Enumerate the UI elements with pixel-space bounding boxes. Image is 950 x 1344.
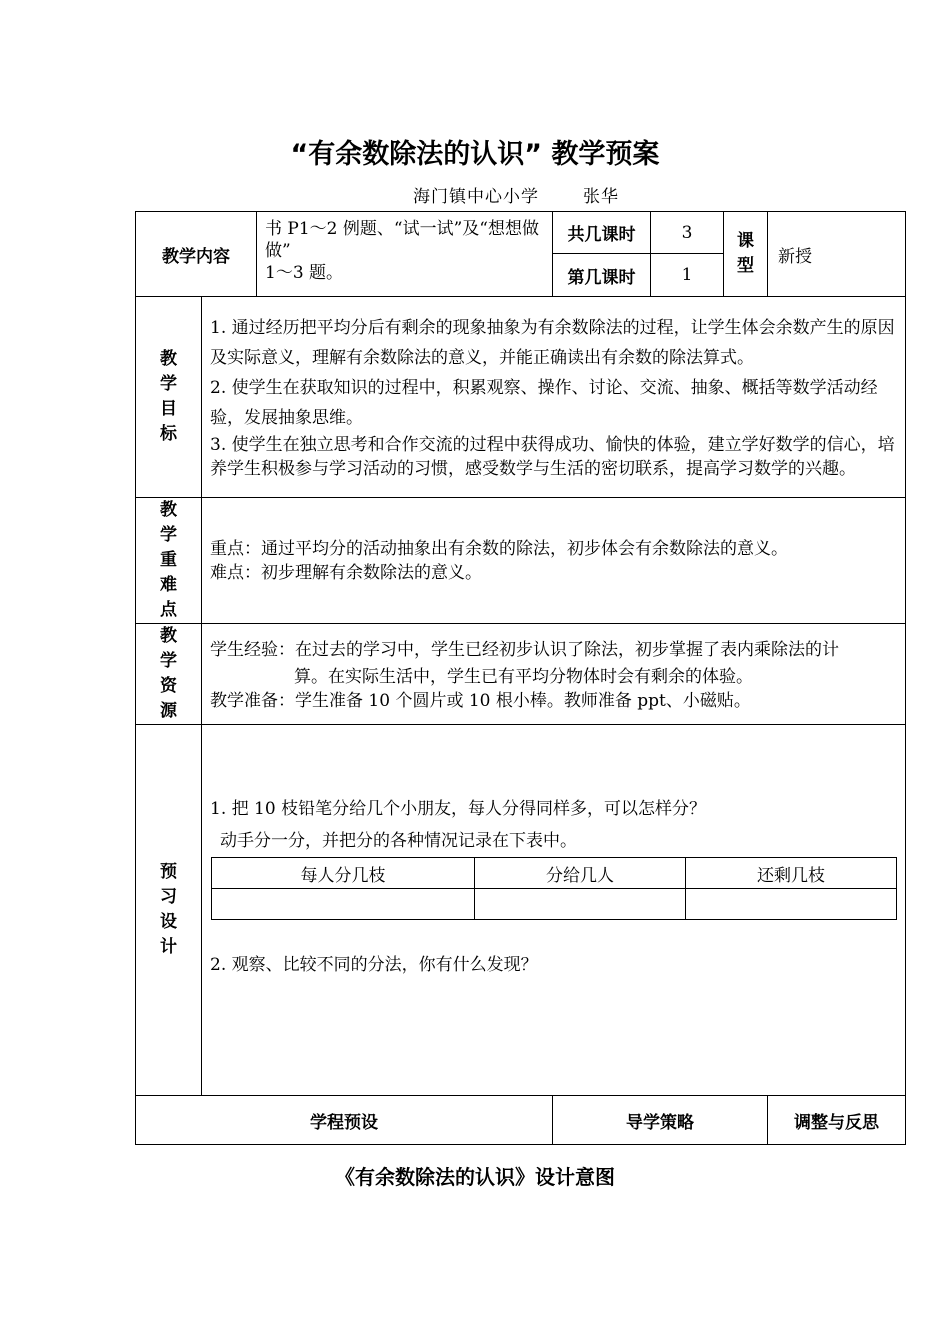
record-header: 分给几人 bbox=[474, 858, 685, 889]
key-points-content bbox=[202, 498, 906, 624]
goals-label: 教 学 目 标 bbox=[136, 297, 202, 498]
author-line bbox=[413, 182, 619, 207]
type-label bbox=[724, 212, 768, 297]
student-experience: 学生经验：在过去的学习中，学生已经初步认识了除法，初步掌握了表内乘除法的计 bbox=[210, 640, 839, 660]
design-intent-title: 《有余数除法的认识》设计意图 bbox=[335, 1165, 615, 1189]
resources-label: 教 学 资 源 bbox=[136, 624, 202, 725]
type-label-1: 课 bbox=[737, 231, 754, 251]
content-label: 教学内容 bbox=[136, 212, 257, 297]
preview-label: 预 习 设 计 bbox=[136, 725, 202, 1096]
record-table bbox=[211, 857, 897, 920]
record-cell bbox=[685, 889, 896, 920]
content-line-2: 1～3 题。 bbox=[265, 263, 344, 283]
type-value: 新授 bbox=[768, 212, 906, 297]
key-point: 重点：通过平均分的活动抽象出有余数的除法，初步体会有余数除法的意义。 bbox=[210, 538, 788, 559]
record-header: 每人分几枝 bbox=[212, 858, 475, 889]
teaching-preparation: 教学准备：学生准备 10 个圆片或 10 根小棒。教师准备 ppt、小磁贴。 bbox=[210, 691, 751, 711]
lesson-plan-table bbox=[135, 211, 906, 1145]
footer-col-process: 学程预设 bbox=[136, 1096, 553, 1145]
type-label-2: 型 bbox=[737, 256, 754, 276]
preview-instruction: 动手分一分，并把分的各种情况记录在下表中。 bbox=[220, 831, 577, 851]
page-title: “有余数除法的认识” 教学预案 bbox=[290, 139, 660, 170]
record-cell bbox=[474, 889, 685, 920]
resources-content bbox=[202, 624, 906, 725]
goals-content bbox=[202, 297, 906, 498]
key-points-label: 教 学 重 难 点 bbox=[136, 498, 202, 624]
footer-col-strategy: 导学策略 bbox=[553, 1096, 768, 1145]
school-name: 海门镇中心小学 bbox=[413, 187, 539, 207]
content-line-1: 书 P1～2 例题、“试一试”及“想想做做” bbox=[265, 219, 539, 261]
total-hours-value: 3 bbox=[651, 212, 724, 254]
record-cell bbox=[212, 889, 475, 920]
lesson-no-label: 第几课时 bbox=[553, 254, 651, 297]
footer-col-reflection: 调整与反思 bbox=[768, 1096, 906, 1145]
author-name: 张华 bbox=[583, 187, 619, 207]
student-experience-cont: 算。在实际生活中，学生已有平均分物体时会有剩余的体验。 bbox=[294, 667, 753, 687]
difficult-point: 难点：初步理解有余数除法的意义。 bbox=[210, 562, 482, 583]
goal-item: 1. 通过经历把平均分后有剩余的现象抽象为有余数除法的过程，让学生体会余数产生的原因及实际意义，理解有余数除法的意义，并能正确读出有余数的除法算式。 bbox=[210, 318, 895, 368]
lesson-no-value: 1 bbox=[651, 254, 724, 297]
total-hours-label: 共几课时 bbox=[553, 212, 651, 254]
record-header: 还剩几枝 bbox=[685, 858, 896, 889]
preview-content bbox=[202, 725, 906, 1096]
content-value bbox=[257, 212, 553, 297]
goal-item: 3. 使学生在独立思考和合作交流的过程中获得成功、愉快的体验，建立学好数学的信心，培养学生积极参与学习活动的习惯，感受数学与生活的密切联系，提高学习数学的兴趣。 bbox=[210, 435, 895, 479]
preview-question-2: 2. 观察、比较不同的分法，你有什么发现？ bbox=[210, 955, 538, 975]
preview-question-1: 1. 把 10 枝铅笔分给几个小朋友，每人分得同样多，可以怎样分？ bbox=[210, 799, 707, 819]
goal-item: 2. 使学生在获取知识的过程中，积累观察、操作、讨论、交流、抽象、概括等数学活动经验，发展抽象思维。 bbox=[210, 378, 878, 428]
